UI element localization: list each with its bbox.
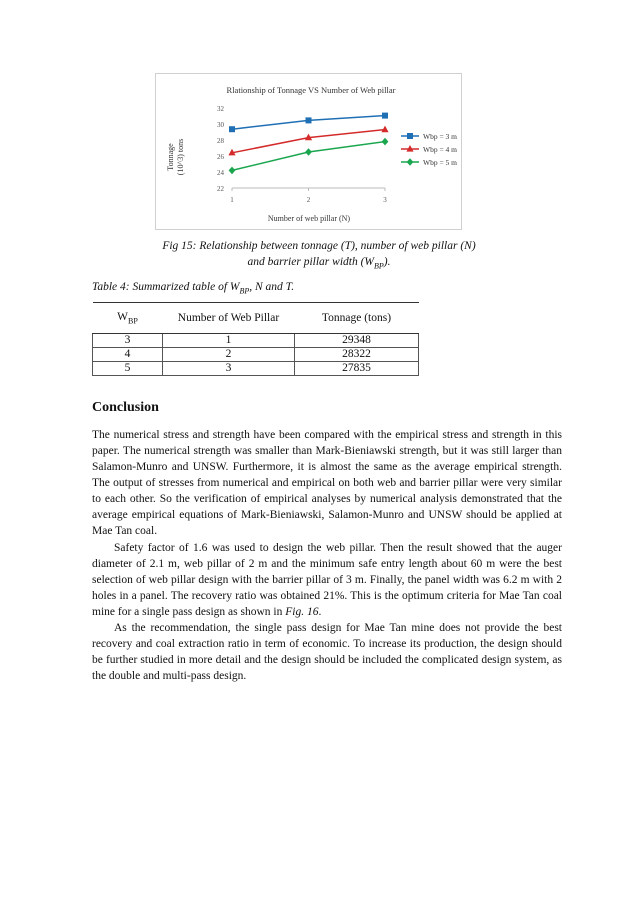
- figure-reference: Fig. 16: [285, 606, 319, 618]
- chart-xlabel: Number of web pillar (N): [267, 214, 351, 223]
- figure-caption-end: ).: [383, 256, 391, 268]
- chart-plot-area: [217, 105, 457, 204]
- legend-label: Wbp = 4 m: [423, 145, 458, 154]
- table-cell-wbp: 4: [93, 348, 163, 362]
- data-point: [382, 138, 389, 146]
- conclusion-paragraph-3: As the recommendation, the single pass design for Mae Tan mine does not provide the best recovery and coal extraction ratio in term of economic. To increase its production, the design should be further studied in more detail and the design should be included the complicated design system, as the double and multi-pass design.: [92, 622, 562, 682]
- table-row: [93, 334, 419, 348]
- x-tick-label: 2: [306, 196, 311, 204]
- y-tick-label: 32: [217, 105, 224, 113]
- chart-ylabel-line2: (10^3) tons: [176, 138, 185, 176]
- table-row: [93, 362, 419, 376]
- legend-marker: [407, 133, 413, 139]
- y-tick-label: 28: [217, 137, 224, 145]
- y-tick-label: 26: [217, 153, 224, 161]
- y-tick-label: 24: [217, 169, 224, 177]
- header-wbp-sub: BP: [128, 316, 138, 326]
- section-title-conclusion: Conclusion: [92, 400, 159, 415]
- legend-marker: [407, 158, 414, 166]
- y-tick-label: 30: [217, 121, 224, 129]
- table-row: [93, 348, 419, 362]
- summary-table: [92, 302, 419, 376]
- table-cell-n: 3: [163, 362, 295, 376]
- chart-title: Rlationship of Tonnage VS Number of Web pillar: [226, 85, 396, 95]
- x-tick-label: 3: [383, 196, 387, 204]
- table-cell-n: 1: [163, 334, 295, 348]
- table-caption-suffix: , N and T.: [249, 281, 295, 293]
- data-point: [382, 113, 388, 119]
- figure-label: Fig 15: [162, 240, 193, 252]
- header-wbp: [93, 303, 163, 334]
- table-caption: [92, 281, 294, 295]
- tonnage-chart: [155, 73, 462, 230]
- chart-ylabel-line1: Tonnage: [166, 143, 175, 171]
- table-cell-wbp: 5: [93, 362, 163, 376]
- figure-caption: [92, 238, 546, 274]
- paragraph-2-text: Safety factor of 1.6 was used to design the web pillar. Then the result showed that the auger diameter of 2.1 m, web pillar of 2 m and the minimum safe entry length about 60 m were the best selection of web pillar design with the barrier pillar of 3 m. Finally, the panel width was 6.2 m with 2 holes in a panel. The recovery ratio was obtained 21%. This is the optimum criteria for Mae Tan coal mine for a single pass design as shown in: [92, 542, 562, 618]
- table-caption-sub: BP: [239, 286, 250, 296]
- series-line: [232, 142, 385, 171]
- table-cell-wbp: 3: [93, 334, 163, 348]
- conclusion-paragraph-2: [92, 540, 562, 620]
- legend-label: Wbp = 3 m: [423, 132, 458, 141]
- data-point: [306, 117, 312, 123]
- table-header-row: [93, 303, 419, 334]
- data-point: [305, 148, 312, 156]
- table-cell-tonnage: 29348: [295, 334, 419, 348]
- chart-canvas: [156, 74, 461, 229]
- legend-label: Wbp = 5 m: [423, 158, 458, 167]
- header-web-pillar: Number of Web Pillar: [163, 303, 295, 334]
- table-cell-tonnage: 28322: [295, 348, 419, 362]
- data-point: [229, 167, 236, 175]
- data-point: [381, 126, 388, 133]
- figure-caption-line1: [92, 238, 546, 254]
- y-tick-label: 22: [217, 185, 224, 193]
- header-tonnage: Tonnage (tons): [295, 303, 419, 334]
- table-cell-tonnage: 27835: [295, 362, 419, 376]
- paragraph-2-end: .: [318, 606, 322, 618]
- data-point: [229, 126, 235, 132]
- figure-caption-text: : Relationship between tonnage (T), number of web pillar (N): [192, 240, 476, 252]
- figure-caption-line2: [92, 254, 546, 274]
- table-cell-n: 2: [163, 348, 295, 362]
- figure-caption-sub: BP: [374, 261, 384, 271]
- header-wbp-main: W: [117, 310, 129, 323]
- figure-caption-text2: and barrier pillar width (W: [247, 256, 374, 268]
- table-caption-prefix: Table 4: Summarized table of W: [92, 281, 240, 293]
- conclusion-paragraph-1: The numerical stress and strength have been compared with the empirical stress and strength in this paper. The numerical strength was smaller than Mark-Bieniawski strength, but it was still larger than Salamon-Munro and UNSW. Furthermore, it is almost the same as the average empirical strength. The output of stresses from numerical and empirical on both web and barrier pillar were very similar to each other. So the verification of empirical analyses by numerical analysis demonstrated that the average empirical equations of Mark-Bieniawski, Salamon-Munro and UNSW should be applied at Mae Tan coal.: [92, 429, 562, 537]
- x-tick-label: 1: [230, 196, 234, 204]
